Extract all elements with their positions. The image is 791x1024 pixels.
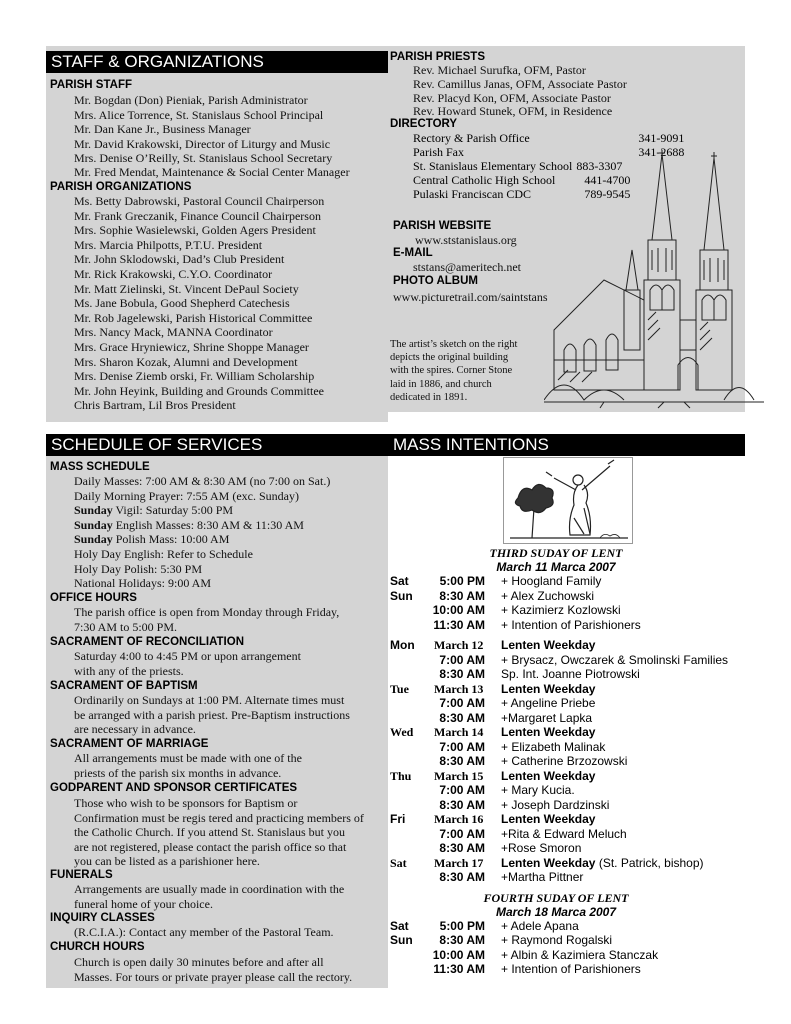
day-date: March 13: [434, 681, 484, 696]
intention-row: [388, 841, 788, 856]
mass-schedule-item: [74, 562, 330, 577]
intention-text: + Raymond Rogalski: [501, 933, 613, 947]
church-hours-text: [74, 955, 352, 984]
parish-staff-label: PARISH STAFF: [50, 79, 132, 91]
text-line: with any of the priests.: [74, 663, 184, 678]
staff-header: STAFF & ORGANIZATIONS: [46, 51, 388, 73]
intention-text: + Angeline Priebe: [501, 696, 596, 710]
day-heading-row: [388, 856, 788, 871]
text-line: Masses. For tours or private prayer please call the rectory.: [74, 969, 353, 984]
mass-schedule-text: Holy Day Polish: 5:30 PM: [74, 561, 203, 576]
org-item: Mrs. Sophie Wasielewski, Golden Agers President: [74, 223, 316, 238]
marriage-text: [74, 751, 302, 780]
day-label: Sat: [390, 574, 409, 588]
mass-time: 8:30 AM: [439, 588, 485, 603]
mass-time: 10:00 AM: [432, 947, 485, 962]
mass-schedule-text: Daily Morning Prayer: 7:55 AM (exc. Sunday): [74, 488, 299, 503]
mass-time: 7:00 AM: [439, 783, 485, 797]
week-title: FOURTH SUDAY OF LENT: [483, 890, 629, 905]
website-link[interactable]: www.ststanislaus.org: [415, 233, 517, 247]
intention-text: + Intention of Parishioners: [501, 617, 641, 632]
parish-staff-list: [74, 93, 332, 166]
organizations-list: [74, 194, 324, 413]
org-item: Mrs. Sharon Kozak, Alumni and Development: [74, 354, 298, 369]
text-line: All arrangements must be made with one of the: [74, 751, 302, 765]
caption-line: laid in 1886, and church: [390, 378, 492, 390]
day-heading-row: [388, 769, 788, 784]
day-label: Fri: [390, 812, 406, 826]
mass-schedule-text: Holy Day English: Refer to Schedule: [74, 546, 253, 561]
intention-text: +Margaret Lapka: [501, 710, 593, 725]
day-date: March 16: [434, 812, 484, 826]
reconciliation-text: [74, 649, 301, 678]
staff-item: Mrs. Denise O’Reilly, St. Stanislaus School Secretary: [74, 151, 333, 166]
organizations-label: PARISH ORGANIZATIONS: [50, 181, 192, 193]
intention-row: [388, 618, 788, 633]
intention-text: + Adele Apana: [501, 918, 579, 933]
caption-line: dedicated in 1891.: [390, 391, 468, 403]
mass-schedule-item: [74, 532, 330, 547]
intention-row: [388, 653, 788, 668]
directory-name: Rectory & Parish Office: [413, 131, 530, 145]
mass-time: 5:00 PM: [439, 574, 485, 588]
priests-list: [413, 64, 627, 119]
day-title: Lenten Weekday: [501, 812, 596, 826]
intention-row: [388, 933, 788, 948]
text-line: the Catholic Church. If you attend St. Stanislaus but you: [74, 825, 345, 840]
photo-album-link[interactable]: www.picturetrail.com/saintstans: [393, 290, 548, 304]
intention-text: + Mary Kucia.: [501, 783, 575, 797]
text-line: Those who wish to be sponsors for Baptism or: [74, 796, 298, 810]
day-title-suffix: (St. Patrick, bishop): [595, 855, 704, 870]
mass-schedule-label: MASS SCHEDULE: [50, 461, 150, 473]
day-date: March 15: [434, 768, 484, 783]
baptism-label: SACRAMENT OF BAPTISM: [50, 680, 198, 692]
intention-row: [388, 798, 788, 813]
day-title: Lenten Weekday: [501, 681, 596, 696]
directory-name: Parish Fax: [413, 145, 464, 160]
office-hours-label: OFFICE HOURS: [50, 592, 137, 604]
mass-time: 7:00 AM: [439, 826, 485, 841]
mass-time: 8:30 AM: [439, 667, 485, 681]
day-date: March 12: [434, 638, 484, 652]
intention-row: [388, 827, 788, 842]
text-line: Church is open daily 30 minutes before and after all: [74, 955, 324, 969]
text-line: Confirmation must be regis tered and practicing members of: [74, 810, 364, 825]
org-item: Mrs. Denise Ziemb orski, Fr. William Scholarship: [74, 369, 315, 384]
directory-phone: 789-9545: [584, 187, 631, 202]
staff-item: Mr. Fred Mendat, Maintenance & Social Center Manager: [74, 165, 350, 179]
marriage-label: SACRAMENT OF MARRIAGE: [50, 738, 209, 750]
day-title: Lenten Weekday: [501, 768, 596, 783]
mass-intentions-header: MASS INTENTIONS: [388, 434, 745, 456]
text-line: priests of the parish six months in advance.: [74, 765, 282, 780]
day-heading-row: [388, 725, 788, 740]
website-label: PARISH WEBSITE: [393, 220, 492, 232]
intention-text: + Elizabeth Malinak: [501, 739, 606, 754]
org-item: Mr. Rick Krakowski, C.Y.O. Coordinator: [74, 266, 273, 281]
priest-item: Rev. Michael Surufka, OFM, Pastor: [413, 63, 586, 77]
intention-row: [388, 962, 788, 977]
mass-schedule-text: Vigil: Saturday 5:00 PM: [112, 503, 234, 518]
intention-row: [388, 696, 788, 711]
org-item: Mr. Rob Jagelewski, Parish Historical Committee: [74, 310, 313, 325]
priests-label: PARISH PRIESTS: [390, 51, 485, 63]
directory-phone: 441-4700: [584, 173, 631, 188]
intention-row: [388, 919, 788, 934]
week-date: March 18 Marca 2007: [495, 904, 617, 919]
directory-name: Central Catholic High School: [413, 173, 556, 188]
inquiry-label: INQUIRY CLASSES: [50, 912, 155, 924]
day-label: Tue: [390, 681, 409, 696]
caption-line: with the spires. Corner Stone: [390, 365, 513, 377]
mass-time: 8:30 AM: [439, 933, 485, 947]
intention-text: + Joseph Dardzinski: [501, 797, 610, 812]
priest-item: Rev. Camillus Janas, OFM, Associate Pastor: [413, 76, 627, 91]
day-heading-row: [388, 682, 788, 697]
mass-schedule-item: [74, 576, 330, 591]
org-item: Mr. John Heyink, Building and Grounds Committee: [74, 383, 324, 398]
intention-row: [388, 740, 788, 755]
intention-row: [388, 870, 788, 885]
day-label: Thu: [390, 768, 412, 783]
staff-item: Mr. David Krakowski, Director of Liturgy and Music: [74, 136, 331, 151]
directory-phone: 341-9091: [638, 131, 685, 145]
staff-item: Mrs. Alice Torrence, St. Stanislaus School Principal: [74, 107, 324, 122]
day-heading-row: [388, 638, 788, 653]
mass-time: 11:30 AM: [433, 617, 485, 632]
caption-line: The artist’s sketch on the right: [390, 339, 518, 350]
inquiry-text: [74, 925, 334, 940]
mass-intentions-list: [388, 546, 788, 977]
sketch-caption: [390, 338, 517, 404]
intention-text: + Brysacz, Owczarek & Smolinski Families: [501, 652, 729, 667]
email-label: E-MAIL: [393, 247, 433, 259]
day-date: March 14: [434, 725, 484, 739]
mass-schedule-bold: Sunday: [74, 503, 113, 518]
day-title: Lenten Weekday: [501, 638, 596, 652]
mass-time: 10:00 AM: [432, 603, 485, 617]
photo-album-label: PHOTO ALBUM: [393, 275, 478, 287]
mass-schedule-text: Polish Mass: 10:00 AM: [112, 532, 230, 547]
church-sketch-image: [544, 150, 764, 410]
text-line: Saturday 4:00 to 4:45 PM or upon arrangement: [74, 649, 301, 663]
mass-schedule-text: National Holidays: 9:00 AM: [74, 576, 211, 591]
org-item: Ms. Jane Bobula, Good Shepherd Catechesis: [74, 296, 290, 311]
day-title: Lenten Weekday: [501, 725, 596, 739]
text-line: be arranged with a parish priest. Pre-Baptism instructions: [74, 707, 350, 722]
intention-text: + Hoogland Family: [501, 574, 602, 588]
intention-row: [388, 783, 788, 798]
intention-row: [388, 667, 788, 682]
mass-time: 7:00 AM: [439, 696, 485, 710]
mass-schedule-item: [74, 503, 330, 518]
intention-row: [388, 603, 788, 618]
intention-row: [388, 711, 788, 726]
day-label: Sat: [390, 855, 407, 870]
mass-time: 8:30 AM: [439, 710, 485, 725]
intention-text: + Catherine Brzozowski: [501, 754, 628, 768]
day-date: March 17: [434, 855, 484, 870]
priest-item: Rev. Placyd Kon, OFM, Associate Pastor: [413, 90, 611, 105]
day-label: Sat: [390, 918, 409, 933]
office-hours-text: [74, 605, 339, 634]
mass-time: 8:30 AM: [439, 870, 485, 884]
caption-line: depicts the original building: [390, 352, 509, 364]
mass-time: 8:30 AM: [439, 754, 485, 768]
mass-time: 11:30 AM: [433, 962, 485, 976]
intention-text: +Rose Smoron: [501, 841, 582, 855]
godparent-text: [74, 796, 364, 869]
intention-row: [388, 589, 788, 604]
intention-text: Sp. Int. Joanne Piotrowski: [501, 667, 640, 681]
directory-label: DIRECTORY: [390, 118, 458, 130]
funerals-text: [74, 882, 344, 911]
directory-name: St. Stanislaus Elementary School: [413, 159, 573, 174]
org-item: Chris Bartram, Lil Bros President: [74, 398, 236, 413]
week-title: THIRD SUDAY OF LENT: [489, 546, 623, 560]
intention-text: + Albin & Kazimiera Stanczak: [501, 947, 659, 962]
email-link[interactable]: ststans@ameritech.net: [413, 260, 522, 274]
mass-schedule-item: [74, 474, 330, 489]
church-hours-label: CHURCH HOURS: [50, 941, 145, 953]
text-line: (R.C.I.A.): Contact any member of the Pastoral Team.: [74, 925, 334, 939]
org-item: Mrs. Marcia Philpotts, P.T.U. President: [74, 237, 263, 252]
intention-row: [388, 574, 788, 589]
risen-jesus-image: [503, 457, 633, 544]
text-line: are not registered, please contact the parish office so that: [74, 839, 347, 854]
text-line: The parish office is open from Monday through Friday,: [74, 605, 340, 619]
intention-row: [388, 948, 788, 963]
mass-time: 8:30 AM: [439, 797, 485, 812]
intention-text: + Intention of Parishioners: [501, 962, 641, 976]
week-date: March 11 Marca 2007: [496, 560, 616, 574]
day-title: Lenten Weekday (St. Patrick, bishop): [501, 855, 704, 870]
directory-row: [413, 131, 684, 145]
org-item: Mr. Matt Zielinski, St. Vincent DePaul Society: [74, 281, 299, 296]
staff-item: Mr. Dan Kane Jr., Business Manager: [74, 122, 251, 137]
day-label: Sun: [390, 588, 413, 603]
mass-time: 7:00 AM: [439, 739, 485, 754]
org-item: Mrs. Grace Hryniewicz, Shrine Shoppe Manager: [74, 339, 309, 354]
day-label: Mon: [390, 638, 415, 652]
schedule-header: SCHEDULE OF SERVICES: [46, 434, 388, 456]
mass-schedule-item: [74, 547, 330, 562]
intention-text: + Alex Zuchowski: [501, 588, 595, 603]
directory-phone: 341-2688: [638, 145, 685, 160]
reconciliation-label: SACRAMENT OF RECONCILIATION: [50, 636, 245, 648]
godparent-label: GODPARENT AND SPONSOR CERTIFICATES: [50, 782, 298, 794]
intention-text: + Kazimierz Kozlowski: [501, 603, 621, 617]
funerals-label: FUNERALS: [50, 869, 113, 881]
mass-time: 5:00 PM: [439, 918, 485, 933]
text-line: you can be listed as a parishioner here.: [74, 854, 260, 869]
staff-item: Mr. Bogdan (Don) Pieniak, Parish Administrator: [74, 93, 308, 107]
text-line: Arrangements are usually made in coordination with the: [74, 882, 345, 896]
baptism-text: [74, 693, 350, 737]
intention-text: +Martha Pittner: [501, 870, 584, 884]
text-line: funeral home of your choice.: [74, 896, 213, 911]
mass-schedule-bold: Sunday: [74, 532, 113, 547]
intention-text: +Rita & Edward Meluch: [501, 826, 627, 841]
mass-schedule-text: English Masses: 8:30 AM & 11:30 AM: [112, 517, 304, 532]
directory-name: Pulaski Franciscan CDC: [413, 187, 531, 202]
intention-row: [388, 754, 788, 769]
directory-phone: 883-3307: [576, 159, 623, 174]
org-item: Mrs. Nancy Mack, MANNA Coordinator: [74, 325, 273, 340]
org-item: Mr. John Sklodowski, Dad’s Club President: [74, 252, 285, 267]
text-line: Ordinarily on Sundays at 1:00 PM. Alternate times must: [74, 693, 345, 707]
mass-schedule-list: [74, 474, 330, 591]
day-label: Wed: [390, 725, 414, 739]
text-line: are necessary in advance.: [74, 722, 196, 737]
mass-time: 7:00 AM: [439, 652, 485, 667]
mass-schedule-bold: Sunday: [74, 517, 113, 532]
text-line: 7:30 AM to 5:00 PM.: [74, 619, 178, 634]
mass-schedule-item: [74, 489, 330, 504]
priest-item: Rev. Howard Stunek, OFM, in Residence: [413, 104, 613, 119]
mass-schedule-item: [74, 518, 330, 533]
mass-schedule-text: Daily Masses: 7:00 AM & 8:30 AM (no 7:00 on Sat.): [74, 474, 331, 488]
day-heading-row: [388, 812, 788, 827]
org-item: Mr. Frank Greczanik, Finance Council Chairperson: [74, 208, 321, 223]
mass-time: 8:30 AM: [439, 841, 485, 855]
org-item: Ms. Betty Dabrowski, Pastoral Council Chairperson: [74, 194, 325, 208]
day-label: Sun: [390, 933, 413, 947]
